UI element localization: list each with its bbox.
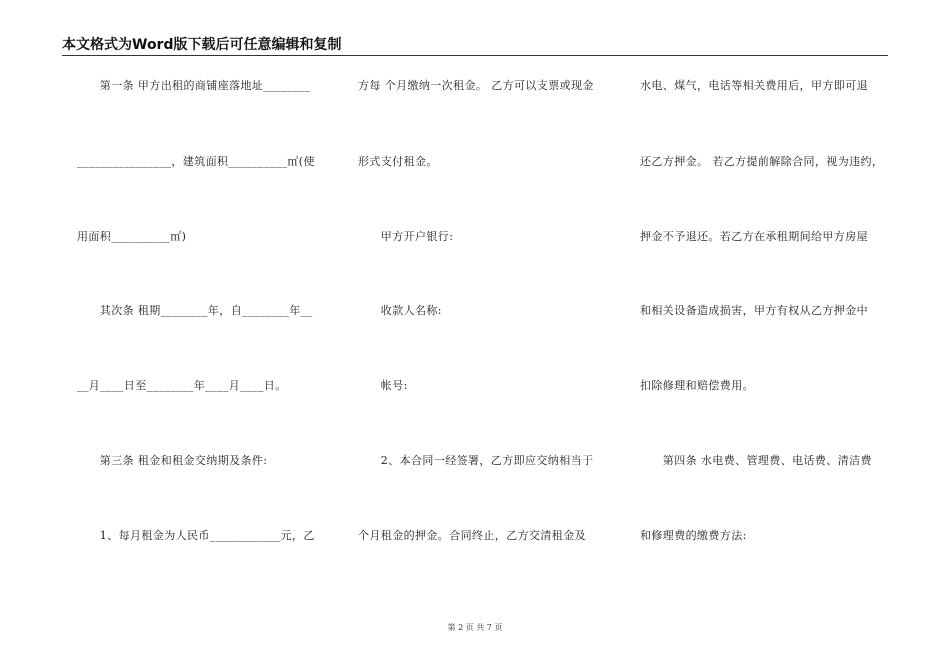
text-line: 收款人名称:	[358, 304, 442, 317]
text-line: 第一条 甲方出租的商铺座落地址________	[77, 79, 311, 92]
text-line: 水电、煤气，电话等相关费用后，甲方即可退	[640, 79, 868, 92]
text-line: 用面积__________㎡)	[77, 230, 187, 243]
text-line: 扣除修理和赔偿费用。	[640, 379, 754, 392]
text-line: 第四条 水电费、管理费、电话费、清洁费	[640, 454, 872, 467]
text-line: 个月租金的押金。合同终止，乙方交清租金及	[358, 529, 586, 542]
header-title: 本文格式为Word版下载后可任意编辑和复制	[62, 37, 342, 53]
text-column-1	[77, 0, 327, 672]
text-line: __月____日至________年____月____日。	[77, 379, 287, 392]
text-line: 其次条 租期________年，自________年__	[77, 304, 313, 317]
text-column-2	[358, 0, 608, 672]
text-line: ________________，建筑面积__________㎡(使	[77, 155, 315, 168]
text-line: 还乙方押金。 若乙方提前解除合同，视为违约，	[640, 155, 884, 168]
text-line: 2、本合同一经签署，乙方即应交纳相当于	[358, 454, 594, 467]
text-line: 帐号:	[358, 379, 408, 392]
text-line: 和相关设备造成损害，甲方有权从乙方押金中	[640, 304, 868, 317]
text-line: 形式支付租金。	[358, 155, 438, 168]
text-line: 押金不予退还。若乙方在承租期间给甲方房屋	[640, 230, 868, 243]
page-number: 第 2 页 共 7 页	[447, 623, 503, 632]
text-line: 方每 个月缴纳一次租金。 乙方可以支票或现金	[358, 79, 594, 92]
text-column-3	[640, 0, 892, 672]
text-line: 第三条 租金和租金交纳期及条件:	[77, 454, 268, 467]
text-line: 甲方开户银行:	[358, 230, 454, 243]
text-line: 和修理费的缴费方法:	[640, 529, 747, 542]
text-line: 1、每月租金为人民币____________元，乙	[77, 529, 315, 542]
